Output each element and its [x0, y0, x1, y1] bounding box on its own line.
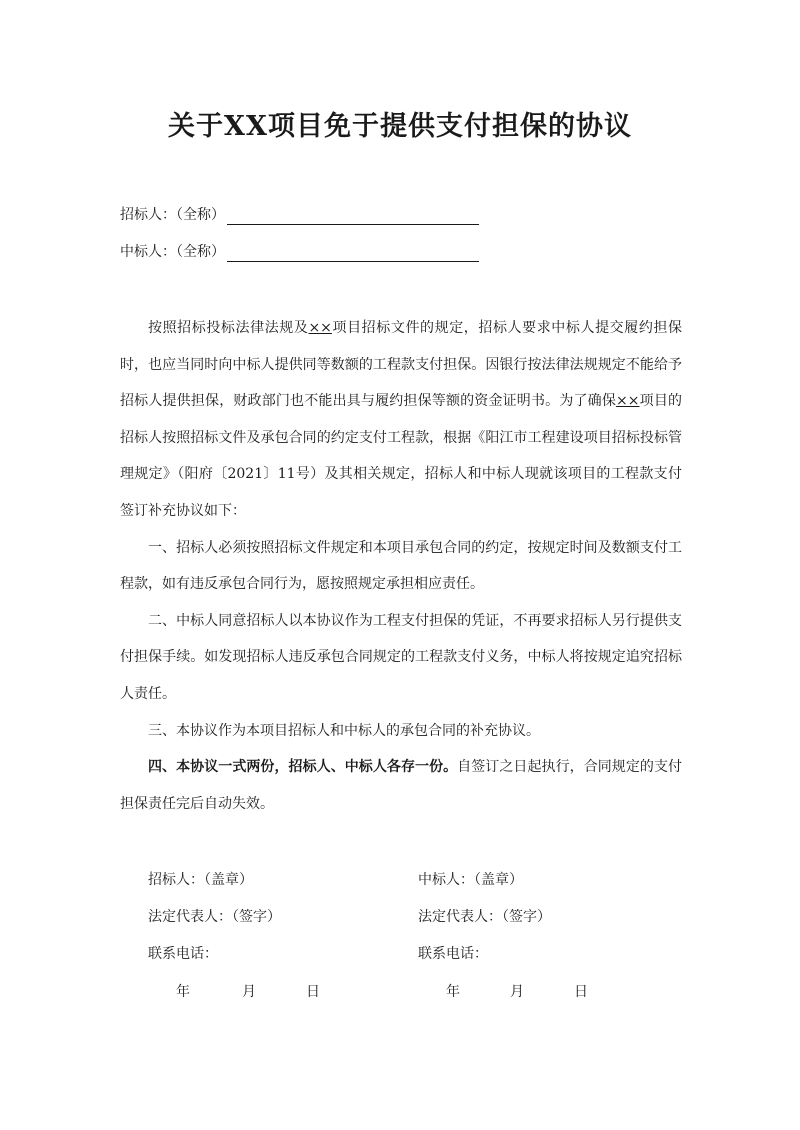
clause-1: 一、招标人必须按照招标文件规定和本项目承包合同的约定，按规定时间及数额支付工程款，如有违反承包合同行为，愿按照规定承担相应责任。	[120, 539, 682, 593]
clause-4	[120, 749, 682, 822]
tenderer-seal: 招标人：（盖章）	[148, 872, 253, 888]
winner-date-month: 月	[510, 984, 524, 1000]
winner-phone: 联系电话：	[418, 946, 488, 962]
page-title: 关于XX项目免于提供支付担保的协议	[168, 111, 632, 142]
winner-seal: 中标人：（盖章）	[418, 872, 523, 888]
tenderer-date-day: 日	[306, 984, 320, 1000]
winner-label: 中标人：（全称）	[120, 244, 225, 260]
clause-4-bold: 四、本协议一式两份，招标人、中标人各存一份。	[148, 759, 458, 776]
tenderer-name-line	[120, 205, 479, 225]
intro-paragraph: 按照招标投标法律法规及××项目招标文件的规定，招标人要求中标人提交履约担保时，也应当同时向中标人提供同等数额的工程款支付担保。因银行按法律法规规定不能给予招标人提供担保，财政部门也不能出具与履约担保等额的资金证明书。为了确保××项目的招标人按照招标文件及承包合同的约定支付工程款，根据《阳江市工程建设项目招标投标管理规定》（阳府〔2021〕11号）及其相关规定，招标人和中标人现就该项目的工程款支付签订补充协议如下：	[120, 320, 682, 519]
tenderer-name-blank	[227, 207, 479, 225]
winner-legal-rep: 法定代表人：（签字）	[418, 909, 551, 925]
winner-name-line	[120, 242, 479, 262]
clause-4-rest: 自签订之日起执行，合同规定的支付担保责任完后自动失效。	[120, 759, 683, 812]
project-placeholder: ××	[308, 320, 332, 336]
winner-date-year: 年	[446, 984, 460, 1000]
tenderer-legal-rep: 法定代表人：（签字）	[148, 909, 281, 925]
clause-2: 二、中标人同意招标人以本协议作为工程支付担保的凭证，不再要求招标人另行提供支付担保手续。如发现招标人违反承包合同规定的工程款支付义务，中标人将按规定追究招标人责任。	[120, 612, 682, 702]
tenderer-phone: 联系电话：	[148, 946, 218, 962]
winner-date-day: 日	[574, 984, 588, 1000]
agreement-body	[120, 310, 682, 822]
project-placeholder: ××	[616, 393, 640, 410]
tenderer-label: 招标人：（全称）	[120, 207, 225, 223]
clause-3: 三、本协议作为本项目招标人和中标人的承包合同的补充协议。	[148, 722, 540, 739]
tenderer-date-year: 年	[176, 984, 190, 1000]
winner-name-blank	[227, 244, 479, 262]
tenderer-date-month: 月	[242, 984, 256, 1000]
